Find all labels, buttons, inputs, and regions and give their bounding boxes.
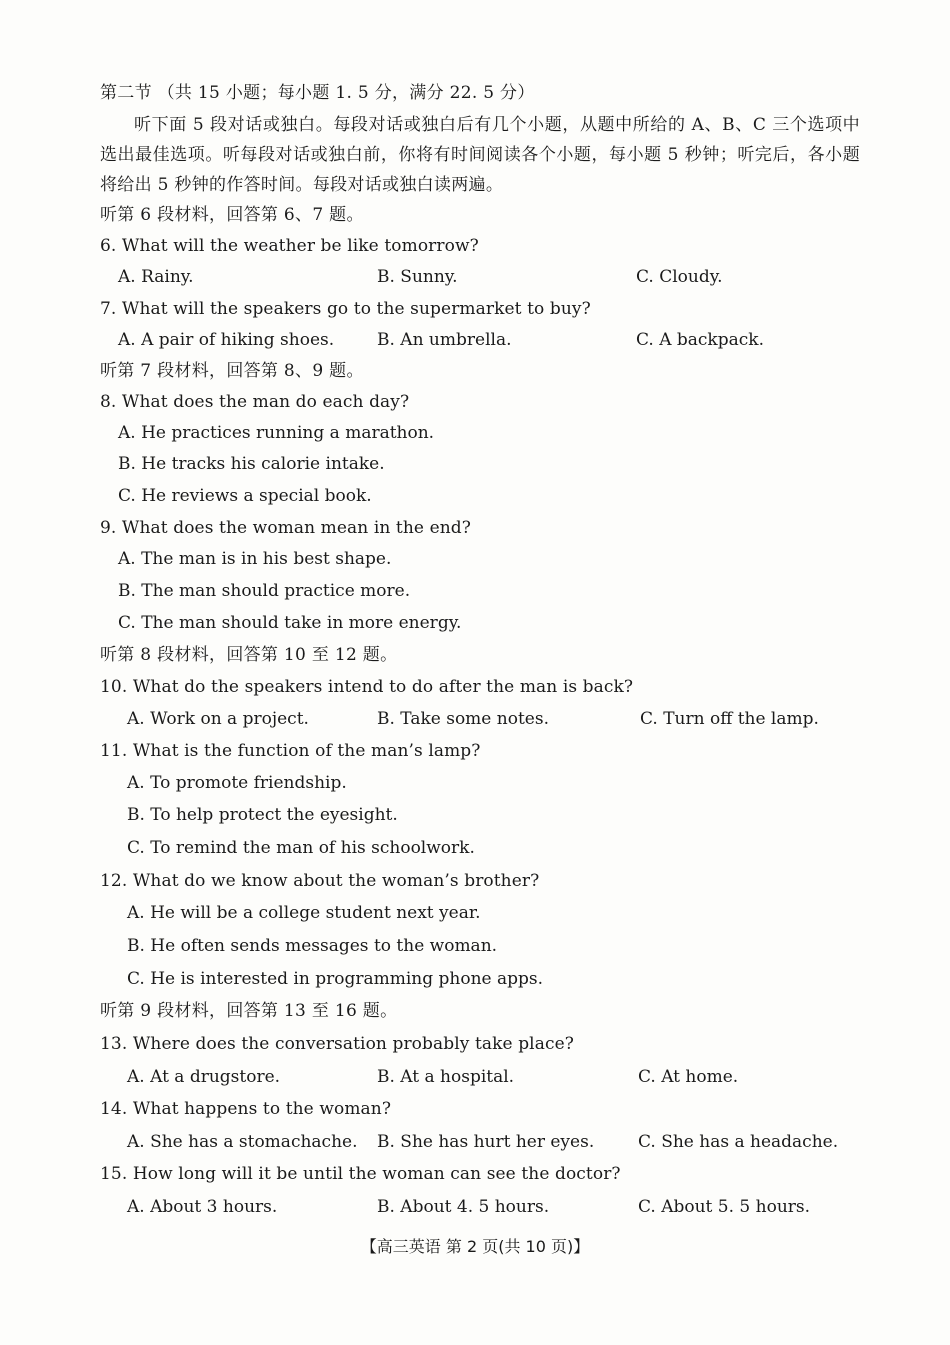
- option-c: C. The man should take in more energy.: [118, 613, 462, 633]
- section-header: 第二节 （共 15 小题；每小题 1. 5 分，满分 22. 5 分）: [100, 83, 535, 103]
- option-c: C. He is interested in programming phone apps.: [127, 969, 544, 989]
- option-c: C. He reviews a special book.: [118, 486, 372, 506]
- option-c: C. To remind the man of his schoolwork.: [127, 838, 475, 858]
- option-a: A. At a drugstore.: [127, 1067, 281, 1087]
- question-stem: 14. What happens to the woman?: [100, 1099, 392, 1119]
- option-a: A. Work on a project.: [127, 709, 309, 729]
- question-stem: 11. What is the function of the man’s lamp?: [100, 741, 481, 761]
- option-c: C. Turn off the lamp.: [640, 709, 819, 729]
- option-b: B. To help protect the eyesight.: [127, 805, 398, 825]
- option-a: A. He will be a college student next year.: [127, 903, 481, 923]
- option-b: B. He tracks his calorie intake.: [118, 454, 385, 474]
- option-b: B. Take some notes.: [377, 709, 549, 729]
- option-b: B. An umbrella.: [377, 330, 512, 350]
- option-c: C. At home.: [638, 1067, 739, 1087]
- option-c: C. About 5. 5 hours.: [638, 1197, 811, 1217]
- option-b: B. The man should practice more.: [118, 581, 411, 601]
- option-a: A. The man is in his best shape.: [118, 549, 392, 569]
- question-stem: 8. What does the man do each day?: [100, 392, 410, 412]
- option-c: C. Cloudy.: [636, 267, 723, 287]
- option-a: A. Rainy.: [118, 267, 194, 287]
- question-stem: 7. What will the speakers go to the supermarket to buy?: [100, 299, 591, 319]
- question-stem: 15. How long will it be until the woman can see the doctor?: [100, 1164, 621, 1184]
- question-stem: 9. What does the woman mean in the end?: [100, 518, 471, 538]
- option-a: A. To promote friendship.: [127, 773, 347, 793]
- instructions: 听下面 5 段对话或独白。每段对话或独白后有几个小题，从题中所给的 A、B、C 三个选项中选出最佳选项。听每段对话或独白前，你将有时间阅读各个小题，每小题 5 秒钟；听完后，各小题将给出 5 秒钟的作答时间。每段对话或独白读两遍。: [100, 115, 860, 195]
- question-stem: 10. What do the speakers intend to do after the man is back?: [100, 677, 634, 697]
- group-label: 听第 6 段材料，回答第 6、7 题。: [100, 205, 364, 225]
- question-stem: 13. Where does the conversation probably take place?: [100, 1034, 574, 1054]
- group-label: 听第 8 段材料，回答第 10 至 12 题。: [100, 645, 398, 665]
- group-label: 听第 9 段材料，回答第 13 至 16 题。: [100, 1001, 398, 1021]
- option-b: B. About 4. 5 hours.: [377, 1197, 550, 1217]
- option-a: A. He practices running a marathon.: [118, 423, 435, 443]
- option-b: B. At a hospital.: [377, 1067, 515, 1087]
- question-stem: 12. What do we know about the woman’s brother?: [100, 871, 540, 891]
- question-stem: 6. What will the weather be like tomorrow?: [100, 236, 479, 256]
- option-b: B. He often sends messages to the woman.: [127, 936, 498, 956]
- option-a: A. About 3 hours.: [127, 1197, 278, 1217]
- option-b: B. She has hurt her eyes.: [377, 1132, 595, 1152]
- option-a: A. A pair of hiking shoes.: [118, 330, 335, 350]
- option-a: A. She has a stomachache.: [127, 1132, 358, 1152]
- option-c: C. A backpack.: [636, 330, 764, 350]
- page-footer: 【高三英语 第 2 页(共 10 页)】: [360, 1237, 590, 1256]
- option-b: B. Sunny.: [377, 267, 458, 287]
- group-label: 听第 7 段材料，回答第 8、9 题。: [100, 361, 364, 381]
- option-c: C. She has a headache.: [638, 1132, 839, 1152]
